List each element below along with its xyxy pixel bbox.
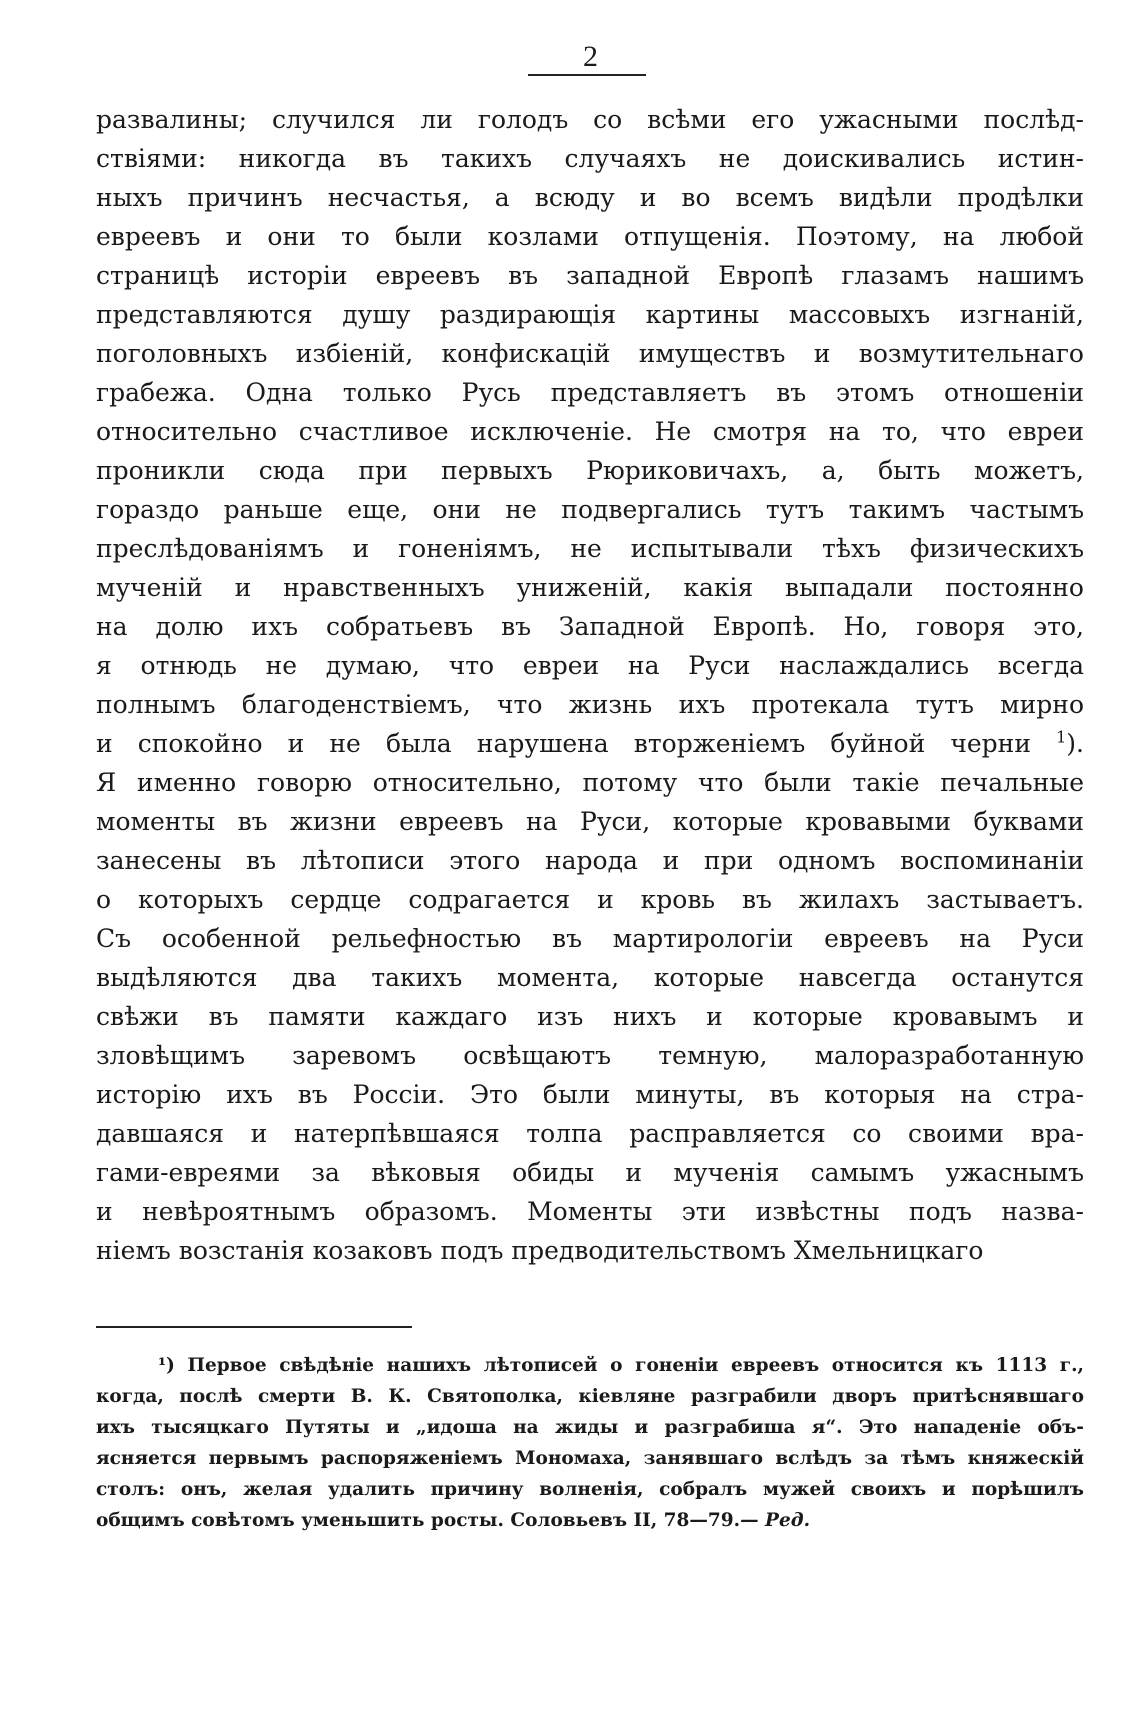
footnote-line: столъ: онъ, желая удалить причину волненія, собралъ мужей своихъ и порѣшилъ (96, 1479, 1084, 1500)
body-line-with-footnote-ref (96, 724, 1084, 763)
body-line: я отнюдь не думаю, что евреи на Руси наслаждались всегда (96, 651, 1084, 680)
body-line: поголовныхъ избіеній, конфискацій имуществъ и возмутительнаго (96, 339, 1084, 368)
body-line: ныхъ причинъ несчастья, а всюду и во всемъ видѣли продѣлки (96, 183, 1084, 212)
body-line: относительно счастливое исключеніе. Не смотря на то, что евреи (96, 417, 1084, 446)
body-line: ствіями: никогда въ такихъ случаяхъ не доискивались истин- (96, 144, 1084, 173)
footnote-line: ясняется первымъ распоряженіемъ Мономаха, занявшаго вслѣдъ за тѣмъ княжескій (96, 1448, 1084, 1469)
footnote-ref-closing: ). (1066, 729, 1084, 758)
body-line: зловѣщимъ заревомъ освѣщаютъ темную, малоразработанную (96, 1041, 1084, 1070)
footnote-line-last (96, 1505, 1084, 1536)
footnote-separator (96, 1326, 412, 1328)
body-line: страницѣ исторіи евреевъ въ западной Европѣ глазамъ нашимъ (96, 261, 1084, 290)
body-line: и невѣроятнымъ образомъ. Моменты эти извѣстны подъ назва- (96, 1197, 1084, 1226)
body-line: занесены въ лѣтописи этого народа и при одномъ воспоминаніи (96, 846, 1084, 875)
body-line: преслѣдованіямъ и гоненіямъ, не испытывали тѣхъ физическихъ (96, 534, 1084, 563)
footnote-reference[interactable]: 1 (1056, 727, 1067, 747)
body-line: гораздо раньше еще, они не подвергались тутъ такимъ частымъ (96, 495, 1084, 524)
page-number: 2 (583, 40, 599, 73)
body-line: свѣжи въ памяти каждаго изъ нихъ и которые кровавымъ и (96, 1002, 1084, 1031)
body-line: развалины; случился ли голодъ со всѣми его ужасными послѣд- (96, 105, 1084, 134)
body-line: грабежа. Одна только Русь представляетъ въ этомъ отношеніи (96, 378, 1084, 407)
body-line-text: и спокойно и не была нарушена вторженіемъ буйной черни (96, 729, 1031, 758)
footnote-line: ¹) Первое свѣдѣніе нашихъ лѣтописей о гоненіи евреевъ относится къ 1113 г., (158, 1355, 1084, 1376)
footnote (96, 1350, 1084, 1536)
body-line: представляются душу раздирающія картины массовыхъ изгнаній, (96, 300, 1084, 329)
footnote-line: когда, послѣ смерти В. К. Святополка, кіевляне разграбили дворъ притѣснявшаго (96, 1386, 1084, 1407)
body-line: на долю ихъ собратьевъ въ Западной Европѣ. Но, говоря это, (96, 612, 1084, 641)
body-line: ніемъ возстанія козаковъ подъ предводительствомъ Хмельницкаго (96, 1236, 984, 1265)
body-line: о которыхъ сердце содрагается и кровь въ жилахъ застываетъ. (96, 885, 1084, 914)
body-line: давшаяся и натерпѣвшаяся толпа расправляется со своими вра- (96, 1119, 1084, 1148)
body-line: моменты въ жизни евреевъ на Руси, которые кровавыми буквами (96, 807, 1084, 836)
body-line: проникли сюда при первыхъ Рюриковичахъ, а, быть можетъ, (96, 456, 1084, 485)
body-line: мученій и нравственныхъ униженій, какія выпадали постоянно (96, 573, 1084, 602)
body-line: Съ особенной рельефностью въ мартирологіи евреевъ на Руси (96, 924, 1084, 953)
page-number-rule (528, 74, 646, 76)
footnote-editor-mark: — Ред. (740, 1510, 811, 1531)
body-line: гами-евреями за вѣковыя обиды и мученія самымъ ужаснымъ (96, 1158, 1084, 1187)
body-text (96, 100, 1084, 1270)
footnote-line-text: общимъ совѣтомъ уменьшить росты. Соловьевъ II, 78—79. (96, 1510, 741, 1531)
body-line: Я именно говорю относительно, потому что были такіе печальные (96, 768, 1084, 797)
body-line: полнымъ благоденствіемъ, что жизнь ихъ протекала тутъ мирно (96, 690, 1084, 719)
body-line: выдѣляются два такихъ момента, которые навсегда останутся (96, 963, 1084, 992)
body-line: исторію ихъ въ Россіи. Это были минуты, въ которыя на стра- (96, 1080, 1084, 1109)
footnote-line: ихъ тысяцкаго Путяты и „идоша на жиды и разграбиша я“. Это нападеніе объ- (96, 1417, 1084, 1438)
body-line: евреевъ и они то были козлами отпущенія. Поэтому, на любой (96, 222, 1084, 251)
